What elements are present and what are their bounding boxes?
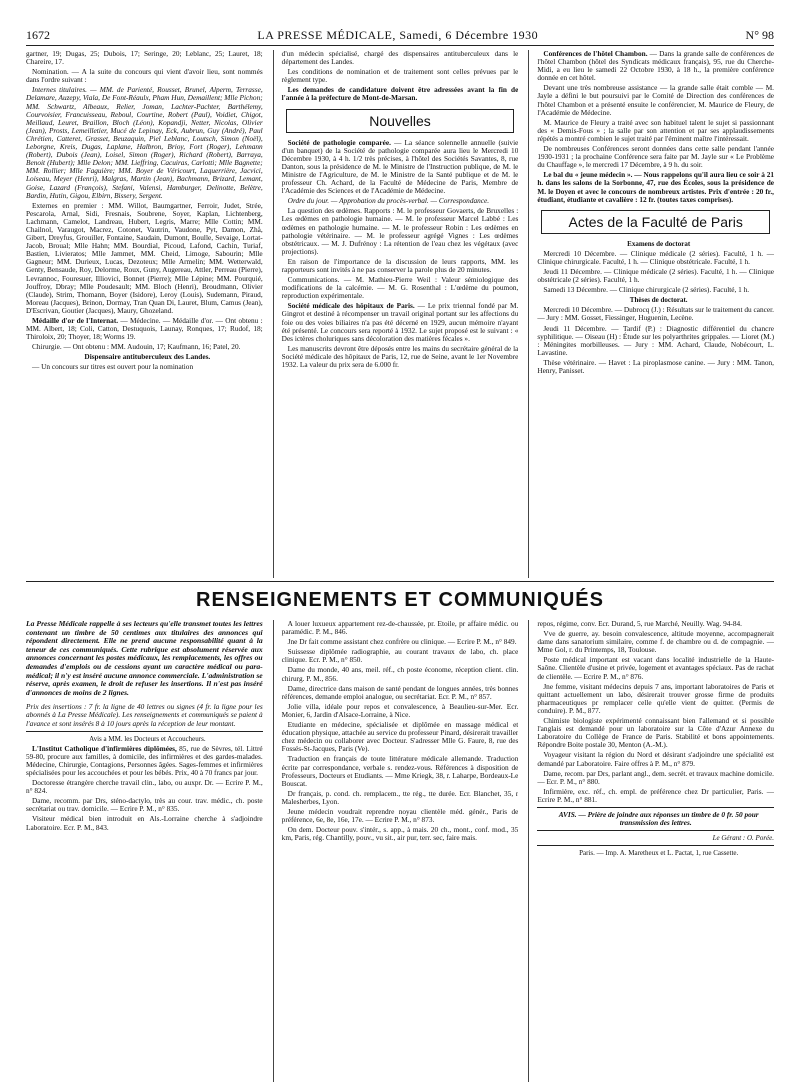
classified-ad: Poste médical important est vacant dans localité industrielle de la Haute-Saône. Clientèle d'usine et privée, logement et avantages spéciaux. Pas de rachat de clientèle. — Ecrire P. M., n° 876.: [537, 655, 775, 681]
paragraph: Internes titulaires. — MM. de Parienté, Rousset, Brunel, Alperm, Terrasse, Delamare, Auzepy, Viala, De Font-Réaulx, Pham Hun, Demaillent; Mlle Pichon; MM. Schwartz, Albeaux, Relier, Joman, Lachter-Pachter, Barthélemy, Courvoisier, Francuisseau, Reboul, Courtine, Robert (Paul), Voidiet, Chigot, Meillaud, Leuret, Braillon, Bloch (Léon), Kopandji, Netter, Nicolas, Olivier (Jean), Prosts, Lemeilletier, Mucé de Lepinay, Eck, Aubrun, Guy (André), Paul Chrétien, Catteret, Grasset, Beuzaquin, Piel Leblanc, Loutsch, Simon (Noël), Leborgne, Kreis, Dugas, Laplane, Halbron, Brioy, Fort (Roger), Lehmann (Robert), Dubois (Jean), Loisel, Simon (Roger), Richard (Robert), Barraya, Benoit (Hubert); Mlle Delon; MM. Lieffring, Cacuiras, Carlotti; Mlle Bagnette; MM. Rollier; Mlle Faguière; MM. Boyer de Véricourt, Laquerrière, Jacvici, Loiseau, Meyer (Henri), Malgras, Martin (Jean), Bachmann, Brizard, Lemant, Goise, Lazard (François), Stefani, Valensi, Hamburger, Delinotte, Belètre, Bardin, Hutin, Gigou, Elbirn, Bissery, Sergent.: [26, 85, 263, 200]
classified-ad: A louer luxueux appartement rez-de-chaussée, pr. Etoile, pr affaire médic. ou paramédic. P. M., 846.: [281, 620, 519, 637]
article-title: Médaille d'or de l'Internat.: [32, 316, 119, 325]
classified-ad: Suissesse diplômée radiographie, au courant travaux de labo, ch. place clinique. Ecr. P. M., n° 850.: [281, 647, 519, 665]
classified-ad: repos, régime, conv. Ecr. Durand, 5, rue Marché, Neuilly. Wag. 94-84.: [537, 620, 742, 628]
paragraph: Mercredi 10 Décembre. — Clinique médicale (2 séries). Faculté, 1 h. — Clinique chirurgicale. Faculté, 1 h. — Clinique obstétricale. Faculté, 1 h.: [537, 248, 775, 266]
divider: [537, 830, 774, 831]
paragraph: La question des œdèmes. Rapports : M. le professeur Govaerts, de Bruxelles : Les œdèmes en pathologie humaine. — M. le professeur Marcel Labbé : Les œdèmes en pathologie humaine. — M. le professeur Robin : Les œdèmes en pathologie vétérinaire. — M. le professeur agrégé Vignes : Les œdèmes obstétricaux. — M. J. Dufrénoy : La rétention de l'eau chez les végétaux (avec projections).: [281, 206, 519, 256]
paragraph: M. Maurice de Fleury a traité avec son habituel talent le sujet si passionnant des « Demis-Fous » ; la salle par son attention et par ses applaudissements répétés a montré combien le sujet traité par l'éminent maître l'intéressait.: [537, 117, 775, 143]
classified-ad: Jne femme, visitant médecins depuis 7 ans, important laboratoires de Paris et quittant actuellement un labo, désirerait trouver grosse firme de produits pharmaceutiques pr remplacer celle qu'elle vient de quitter. (Permis de conduire). P. M., 877.: [537, 681, 775, 715]
lower-right-column: [528, 620, 774, 1082]
paragraph: Devant une très nombreuse assistance — la grande salle était comble — M. Jayle a défini le but poursuivi par le Comité de Direction des conférences de l'hôtel Chambon et a présenté ensuite le conférencier, M. Maurice de Fleury, de l'Académie de Médecine.: [537, 83, 775, 117]
article-title: Dispensaire antituberculeux des Landes.: [84, 352, 211, 362]
ad-text: 85, rue de Sèvres, tél. Littré 59-80, procure aux familles, à domicile, des infirmières et des gardes-malades. Médecine, Chirurgie, Contagions, Personnes âgées. Sages-femmes et infirmières spécialisées pour les accouchées et pour les bébés. Prix, 40 à 70 francs par jour.: [26, 743, 263, 777]
paragraph: — Médecine. — Médaille d'or. — Ont obtenu : MM. Albert, 18; Coli, Catton, Destuquois, Launay, Ronques, 17; Rudof, 18; Thiroloix, 20; Thoyer, 18; Worms 19.: [26, 316, 263, 342]
classified-ad: Dame, recomm. par Drs, sténo-dactylo, très au cour. trav. médic., ch. poste secrétariat ou trav. domicile. — Ecrire P. M., n° 835.: [26, 796, 263, 814]
paragraph: Communications. — M. Mathieu-Pierre Weil : Valeur sémiologique des modifications de la calcémie. — M. G. Rosenthal : L'œdème du poumon, reproduction expérimentale.: [281, 275, 519, 301]
paragraph: Samedi 13 Décembre. — Clinique chirurgicale (2 séries). Faculté, 1 h.: [543, 285, 750, 295]
classified-ad: Vve de guerre, ay. besoin convalescence, altitude moyenne, accompagnerait dame dans sanatorium similaire, comme f. de chambre ou d. de compagnie. — Mme Gol, r. du Printemps, 18, Toulouse.: [537, 629, 775, 655]
section-heading-actes-faculte: Actes de la Faculté de Paris: [541, 210, 770, 234]
classified-ad: Dame, recom. par Drs, parlant angl., dem. secrét. et travaux machine domicile. — Ecr. P. M., n° 880.: [537, 768, 775, 786]
subheading: Thèses de doctorat.: [629, 296, 688, 305]
paragraph: Thèse vétérinaire. — Havet : La piroplasmose canine. — Jury : MM. Tanon, Henry, Panisset.: [537, 357, 775, 375]
ad-title: L'Institut Catholique d'infirmières diplômées,: [32, 743, 177, 753]
upper-left-column: [26, 50, 263, 578]
divider: [537, 845, 774, 846]
classified-ad: Jolie villa, idéale pour repos et convalescence, à Beaulieu-sur-Mer. Ecr. Monier, 6, Jardin d'Alsace-Lorraine, à Nice.: [281, 701, 519, 719]
price-notice: Prix des insertions : 7 fr. la ligne de 40 lettres ou signes (4 fr. la ligne pour les abonnés à La Presse Médicale). Les renseignements et communiqués se paient à l'avance et sont insérés 8 à 10 jours après la réception de leur montant.: [26, 702, 263, 728]
paragraph: Ordre du jour. — Approbation du procès-verbal. — Correspondance.: [287, 196, 490, 206]
notice-box: La Presse Médicale rappelle à ses lecteurs qu'elle transmet toutes les lettres contenant un timbre de 50 centimes aux titulaires des annonces qui répondent directement. Elle ne prend aucune responsabilité quant à la teneur de ces communiqués. Cette rubrique est absolument réservée aux annonces concernant les postes médicaux, les remplacements, les offres ou demandes d'emplois ou de cessions ayant un caractère médical ou para-médical; il n'y est inséré aucune annonce commerciale. L'administration se réserve, après examen, le droit de refuser les insertions. Il n'est pas inséré d'annonces de moins de 2 lignes.: [26, 620, 263, 697]
paragraph: Les conditions de nomination et de traitement sont celles prévues par le règlement type.: [281, 67, 519, 85]
paragraph: En raison de l'importance de la discussion de leurs rapports, MM. les rapporteurs sont invités à ne pas conserver la parole plus de 20 minutes.: [281, 256, 519, 274]
paragraph: Les manuscrits devront être déposés entre les mains du secrétaire général de la Société médicale des hôpitaux de Paris, 12, rue de Seine, avant le 1er Novembre 1932. La valeur du prix sera de 6.000 fr.: [281, 343, 519, 369]
classified-ad: Traduction en français de toute littérature médicale allemande. Traduction écrite par correspondance, verbale s. rendez-vous. Références à disposition de Professeurs, Docteurs et Etudiants. — Mme Kriegk, 38, r. Laharpe, Bordeaux-Le Bouscat.: [281, 754, 519, 788]
paragraph: d'un médecin spécialisé, chargé des dispensaires antituberculeux dans le département des Landes.: [281, 50, 519, 67]
lower-middle-column: [273, 620, 519, 1082]
paragraph: Mercredi 10 Décembre. — Dubrocq (J.) : Résultats sur le traitement du cancer. — Jury : MM. Gosset, Fiessinger, Huguenin, Lecène.: [537, 305, 775, 323]
section-heading-nouvelles: Nouvelles: [286, 109, 515, 133]
paragraph: — Dans la grande salle de conférences de l'hôtel Chambon (hôtel des Syndicats médicaux français), 95, rue du Cherche-Midi, a eu lieu le samedi 22 Octobre 1930, à 18 h., la première conférence donnée en cet hôtel.: [537, 50, 775, 83]
paragraph: Nomination. — A la suite du concours qui vient d'avoir lieu, sont nommés dans l'ordre suivant :: [26, 67, 263, 85]
lower-section: [26, 620, 774, 1082]
paragraph: — La séance solennelle annuelle (suivie d'un banquet) de la Société de pathologie comparée aura lieu le Mercredi 10 Décembre 1930, à 4 h. 1/2 très précises, à l'hôtel des Sociétés Savantes, 8, rue Danton, sous la présidence de M. le Ministre de l'Instruction publique, de M. le Ministre de l'Agriculture, de M. le Ministre de la Santé publique et de M. le professeur Ch. Achard, de la Faculté de Médecine de Paris, Membre de l'Académie des Sciences et de l'Académie de Médecine.: [281, 137, 519, 196]
classified-ad: Dame du monde, 40 ans, meil. réf., ch poste économe, réception client. clin. chirurg. P. M., 856.: [281, 665, 519, 683]
upper-section: [26, 50, 774, 582]
page-header: [26, 28, 774, 46]
classified-ad: Dame, directrice dans maison de santé pendant de longues années, très bonnes références, demande emploi analogue, ou secrétariat. Ecr. P. M., n° 857.: [281, 683, 519, 701]
classified-ad: Infirmière, exc. réf., ch. empl. de préférence chez Dr particulier, Paris. — Ecrire P. M., n° 881.: [537, 786, 775, 804]
paragraph: Jeudi 11 Décembre. — Clinique médicale (2 séries). Faculté, 1 h. — Clinique obstétricale (2 séries). Faculté, 1 h.: [537, 266, 775, 285]
article-title: Conférences de l'hôtel Chambon.: [543, 50, 648, 58]
classified-ad: Visiteur médical bien introduit en Als.-Lorraine cherche à s'adjoindre Laboratoire. Ecr. P. M., 843.: [26, 814, 263, 832]
classified-ad: Chimiste biologiste expérimenté connaissant bien l'allemand et si possible l'anglais est demandé pour un laboratoire sur la Côte d'Azur Annexe du Laboratoire du Collège de France de Paris. Stabilité et bons appointements. Répondre Boite postale 30, Menton (A.-M.).: [537, 716, 775, 750]
lower-left-column: [26, 620, 263, 1082]
printer-line: Paris. — Imp. A. Maretheux et L. Pactat, 1, rue Cassette.: [579, 849, 739, 858]
gerant-line: Le Gérant : O. Porée.: [712, 834, 775, 843]
paragraph: — Un concours sur titres est ouvert pour la nomination: [32, 362, 194, 372]
article-title: Société médicale des hôpitaux de Paris.: [287, 301, 415, 311]
classified-ad: Dr français, p. cond. ch. remplacem., tte rég., tte durée. Ecr. Blanchet, 35, r Malesherbes, Lyon.: [281, 788, 519, 806]
classified-ad: Doctoresse étrangère cherche travail clin., labo, ou auxpr. Dr. — Ecrire P. M., n° 824.: [26, 778, 263, 796]
avis-notice: AVIS. — Prière de joindre aux réponses un timbre de 0 fr. 50 pour transmission des lettres.: [558, 809, 759, 828]
section-title-renseignements: RENSEIGNEMENTS ET COMMUNIQUÉS: [196, 589, 604, 611]
divider: [26, 731, 263, 732]
classified-ad: Voyageur visitant la région du Nord et désirant s'adjoindre une spécialité est demandé par Laboratoire. Faire offres à P. M., n° 879.: [537, 750, 775, 768]
paragraph: De nombreuses Conférences seront données dans cette salle pendant l'année 1930-1931 ; la prochaine Conférence sera faite par M. Jayle sur « Le Problème du Chauffage », le mercredi 17 Décembre, à 9 h. du soir.: [537, 144, 775, 170]
paragraph: Les demandes de candidature doivent être adressées avant la fin de l'année à la préfecture de Mont-de-Marsan.: [281, 85, 519, 103]
upper-middle-column: [273, 50, 519, 578]
paragraph: — Le prix triennal fondé par M. Gingrot et destiné à récompenser un travail original portant sur les affections du foie ou des voies biliaires n'a pas été décerné en 1929, aucun mémoire n'ayant été présenté. Le concours sera reporté à 1932. Le sujet proposé est le suivant : « Des ictères choluriques sans décoloration des matières fécales ».: [281, 301, 519, 343]
article-title: Société de pathologie comparée.: [287, 137, 391, 147]
article-title: Le bal du « jeune médecin ».: [543, 170, 633, 180]
classified-ad: Jne Dr fait comme assistant chez confrère ou clinique. — Ecrire P. M., n° 849.: [287, 637, 517, 647]
paragraph: Externes en premier : MM. Willot, Baumgartner, Ferroir, Judet, Strée, Pescarola, Arnal, Sidi, Fresnais, Soubrene, Soyer, Kaplan, Lichtenberg, Lachmann, Camelot, Landreau, Hubert, Legris, Marre; Mlle Cottin; MM. Chailnol, Varaugot, Macrez, Cotonet, Vautrin, Vaudone, Pyt, Damon, Zhå, Gibert, Dreyfus, Grouiller, Fontaine, Saudain, Dumont, Boulle, Sevaige, Lortat-Jacob, Broual; Mlle Hahn; MM. Bourdial, Picoud, Lafond, Cachin, Turiaf, Bastien, Livieratos; Mlle Jammet, MM. Cheid, Limoge, Sabourin; Mlle Gagneur; MM. Durieux, Lucas, Dezoteux; Mlle Armelin; MM. Wetterwald, Genty, Bensaude, Roy, Delorme, Roux, Guny, Augereau, Attler, Perreau (Pierre), Levrannoc, Fouresuer, Illiovici, Bonnet (Pierre); Mlle Lépine; MM. Pourquié, Jouffroy, Dbray; Mlle Poudesault; MM. Bloch (Henri), Broudmann, Olivier (Claude), Strim, Thomann, Boyer (Isidore), Leroy (Louis), Sudemann, Piraud, Moreau (Jacques), Brinon, Dormay, Tran Quan Di, Lauret, Blum, Camus (Jean), D'Escrivan, Goutier (Jacques), Maury, Ghozeland.: [26, 200, 263, 315]
paragraph: — Nous rappelons qu'il aura lieu ce soir à 21 h. dans les salons de la Sorbonne, 47, rue des Écoles, sous la présidence de M. le Doyen et avec le concours de nombreux artistes. Prix d'entrée : 20 fr., étudiant, étudiante et cavalière : 12 fr. (toutes taxes comprises).: [537, 170, 775, 204]
paragraph: gartner, 19; Dugas, 25; Dubois, 17; Seringe, 20; Leblanc, 25; Lauret, 18; Chareire, 17.: [26, 50, 263, 67]
issue-number: N° 98: [745, 28, 774, 42]
classified-ad: Jeune médecin voudrait reprendre noyau clientèle méd. génér., Paris de préférence, 6e, 8e, 16e, 17e. — Ecrire P. M., n° 873.: [281, 806, 519, 825]
paragraph: Chirurgie. — Ont obtenu : MM. Audouin, 17; Kaufmann, 16; Patel, 20.: [32, 342, 241, 352]
masthead-title: LA PRESSE MÉDICALE, Samedi, 6 Décembre 1930: [257, 28, 539, 42]
classified-ad: Etudiante en médecine, spécialisée et diplômée en massage médical et éducation physique, attachée au service du professeur Pinard, désirerait travailler chez médecin ou collaborer avec Docteur. S'adresser Mlle G. Faure, 8, rue des Fossés-St-Jacques, Paris (Ve).: [281, 720, 519, 754]
divider: [537, 807, 774, 808]
subheading: Examens de doctorat: [627, 239, 691, 248]
paragraph: Jeudi 11 Décembre. — Tardif (P.) : Diagnostic différentiel du chancre syphilitique. — Oiseau (H) : Étude sur les polyarthrites grippales. — Lioret (M.) : Méningites morbilleuses. — Jury : MM. Achard, Claude, Nobécourt, L. Lavastine.: [537, 323, 775, 357]
subheading: Avis a MM. les Docteurs et Accoucheurs.: [89, 734, 206, 743]
upper-right-column: [528, 50, 774, 578]
classified-ad: On dem. Docteur pouv. s'intér., s. app., à mais. 20 ch., mont., conf. mod., 35 km, Paris, rég. Chantilly, pouv., vu sit., air pur, terr. sec, faire mais.: [281, 825, 519, 843]
page-number: 1672: [26, 28, 50, 42]
